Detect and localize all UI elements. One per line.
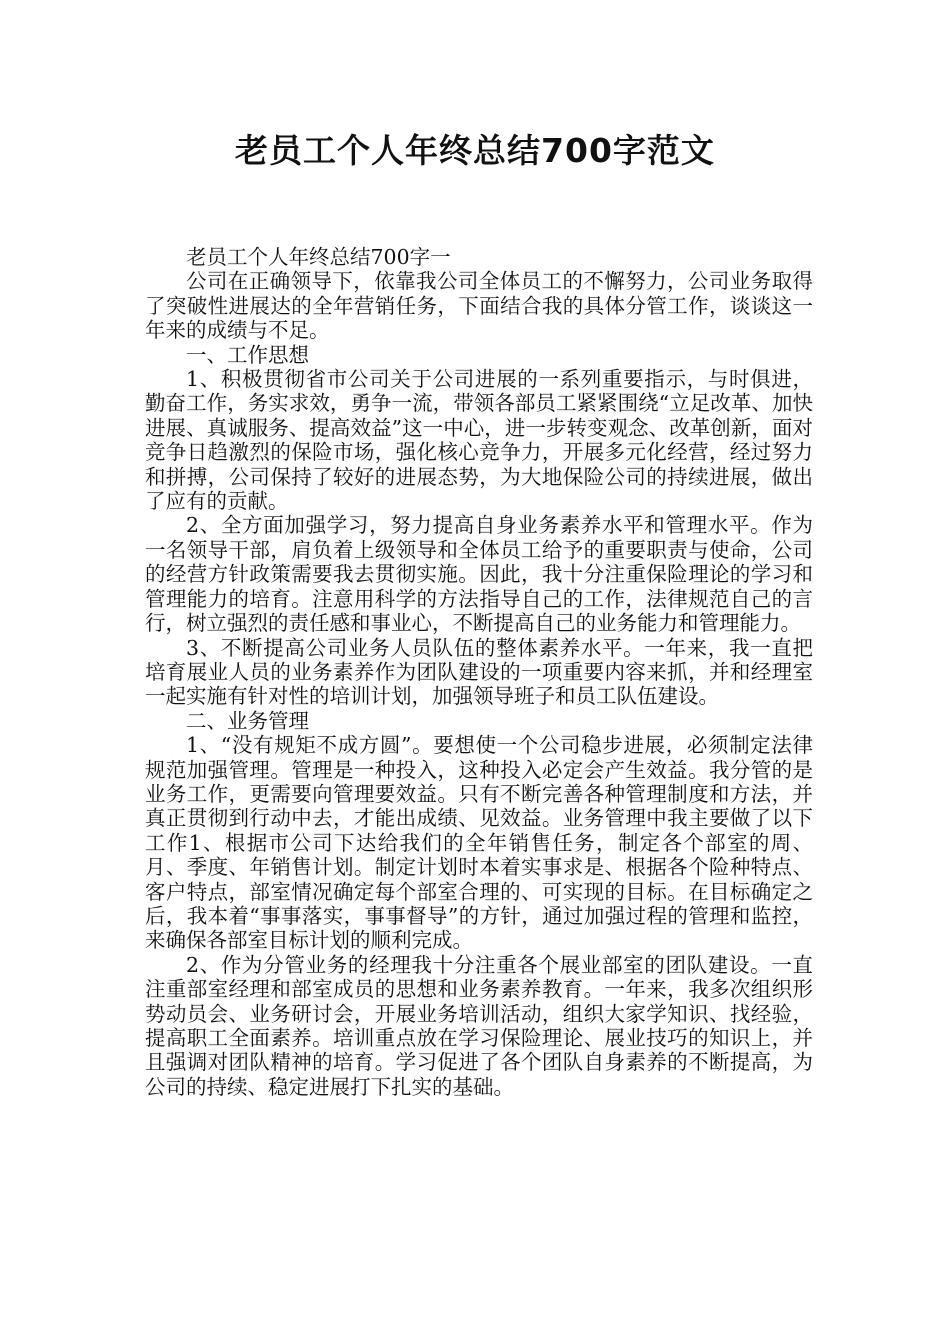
document-title: 老员工个人年终总结700字范文 [235,131,715,170]
paragraph-item-1: 1、积极贯彻省市公司关于公司进展的一系列重要指示，与时俱进，勤奋工作，务实求效，勇争一流，带领各部员工紧紧围绕“立足改革、加快进展、真诚服务、提高效益”这一中心，进一步转变观念、改革创新，面对竞争日趋激烈的保险市场，强化核心竞争力，开展多元化经营，经过努力和拼搏，公司保持了较好的进展态势，为大地保险公司的持续进展，做出了应有的贡献。 [145,367,813,514]
paragraph-intro: 公司在正确领导下，依靠我公司全体员工的不懈努力，公司业务取得了突破性进展达的全年营销任务，下面结合我的具体分管工作，谈谈这一年来的成绩与不足。 [145,269,813,343]
paragraph-item-3: 3、不断提高公司业务人员队伍的整体素养水平。一年来，我一直把培育展业人员的业务素养作为团队建设的一项重要内容来抓，并和经理室一起实施有针对性的培训计划，加强领导班子和员工队伍建设。 [145,635,813,709]
paragraph-business-1: 1、“没有规矩不成方圆”。要想使一个公司稳步进展，必须制定法律规范加强管理。管理是一种投入，这种投入必定会产生效益。我分管的是业务工作，更需要向管理要效益。只有不断完善各种管理制度和方法，并真正贯彻到行动中去，才能出成绩、见效益。业务管理中我主要做了以下工作1、根据市公司下达给我们的全年销售任务，制定各个部室的周、月、季度、年销售计划。制定计划时本着实事求是、根据各个险种特点、客户特点，部室情况确定每个部室合理的、可实现的目标。在目标确定之后，我本着“事事落实，事事督导”的方针，通过加强过程的管理和监控，来确保各部室目标计划的顺利完成。 [145,733,813,953]
paragraph-subtitle: 老员工个人年终总结700字一 [186,245,451,269]
section-heading-business-management: 二、业务管理 [186,708,309,733]
paragraph-business-2: 2、作为分管业务的经理我十分注重各个展业部室的团队建设。一直注重部室经理和部室成员的思想和业务素养教育。一年来，我多次组织形势动员会、业务研讨会，开展业务培训活动，组织大家学知识、找经验，提高职工全面素养。培训重点放在学习保险理论、展业技巧的知识上，并且强调对团队精神的培育。学习促进了各个团队自身素养的不断提高，为公司的持续、稳定进展打下扎实的基础。 [145,952,813,1099]
section-heading-work-thought: 一、工作思想 [186,342,309,367]
document-body [145,245,813,1099]
paragraph-item-2: 2、全方面加强学习，努力提高自身业务素养水平和管理水平。作为一名领导干部，肩负着上级领导和全体员工给予的重要职责与使命，公司的经营方针政策需要我去贯彻实施。因此，我十分注重保险理论的学习和管理能力的培育。注意用科学的方法指导自己的工作，法律规范自己的言行，树立强烈的责任感和事业心，不断提高自己的业务能力和管理能力。 [145,513,813,636]
